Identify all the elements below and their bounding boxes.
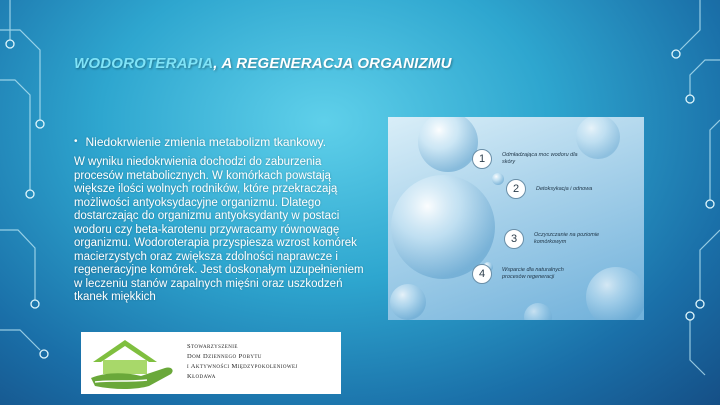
hydrogen-infographic [388, 117, 644, 320]
bullet-text: Niedokrwienie zmienia metabolizm tkankowy. [85, 135, 327, 149]
step-label-4: Wsparcie dla naturalnych procesów regeneracji [502, 267, 564, 280]
logo-text [187, 342, 337, 382]
bullet-dot-icon: • [74, 136, 78, 147]
step-number-3: 3 [504, 229, 524, 249]
slide-title-rest: , A REGENERACJA ORGANIZMU [213, 55, 452, 72]
water-bubbles-image [388, 117, 644, 320]
step-label-1: Odmładzająca moc wodoru dla skóry [502, 152, 578, 165]
bullet-point [74, 135, 374, 149]
logo-line-2: Dom Dziennego Pobytu [187, 353, 262, 360]
slide-title [74, 55, 634, 72]
step-number-1: 1 [472, 149, 492, 169]
infographic-item-4 [472, 264, 582, 284]
logo-line-3: i Aktywności Międzypokoleniowej [187, 363, 298, 370]
infographic-item-1 [472, 149, 582, 169]
logo-line-1: Stowarzyszenie [187, 343, 238, 350]
infographic-item-3 [504, 229, 614, 249]
house-hand-icon [85, 332, 185, 394]
infographic-item-2 [506, 179, 616, 199]
logo-line-4: Kłodawa [187, 373, 216, 380]
association-logo [81, 332, 341, 394]
slide-title-highlight: WODOROTERAPIA [74, 55, 214, 72]
step-label-2: Detoksykacja i odnowa [536, 185, 593, 192]
step-number-4: 4 [472, 264, 492, 284]
step-label-3: Oczyszczanie na poziomie komórkowym [534, 232, 600, 245]
body-paragraph: W wyniku niedokrwienia dochodzi do zaburzenia procesów metabolicznych. W komórkach powstają większe ilości wolnych rodników, które przekraczają możliwości antyoksydacyjne organizmu. Dlatego dostarczając do organizmu antyoksydanty w postaci wodoru czy beta-karotenu przywracamy równowagę organizmu. Wodoroterapia przyspiesza wzrost komórek macierzystych oraz zwiększa zdolności naprawcze i regeneracyjne komórek. Jest doskonałym uzupełnieniem w leczeniu stanów zapalnych mięśni oraz uszkodzeń tkanek miękkich [74, 156, 364, 303]
step-number-2: 2 [506, 179, 526, 199]
